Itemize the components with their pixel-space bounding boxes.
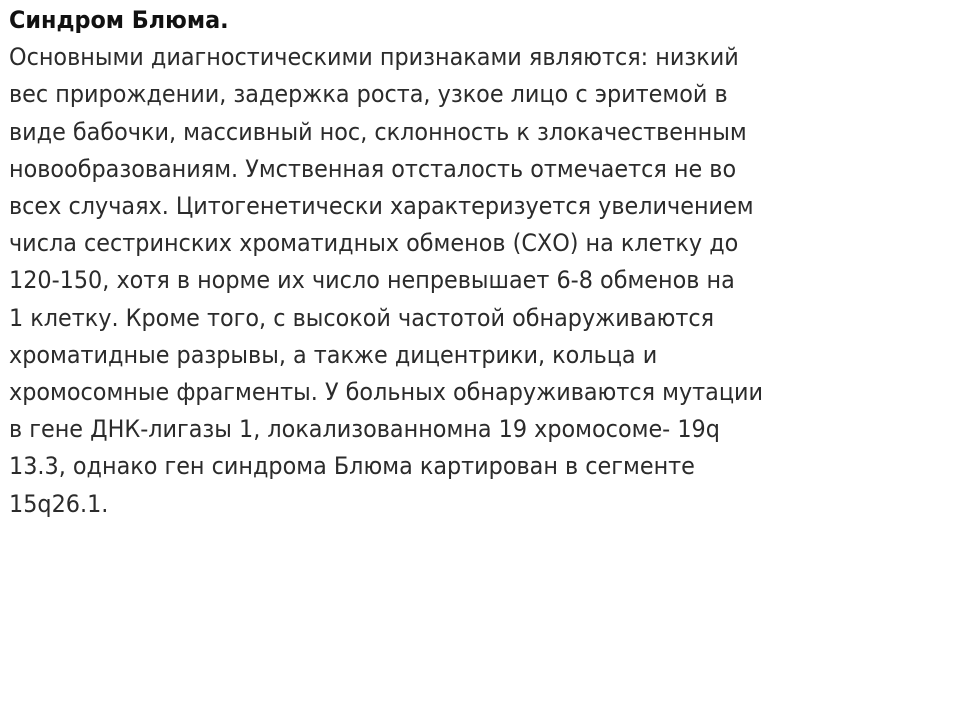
body-line: хромосомные фрагменты. У больных обнаруживаются мутации	[9, 378, 764, 407]
body-line: 1 клетку. Кроме того, с высокой частотой обнаруживаются	[9, 303, 715, 332]
body-line: виде бабочки, массивный нос, склонность к злокачественным	[9, 117, 747, 146]
body-line: Основными диагностическими признаками являются: низкий	[9, 43, 739, 72]
body-line: 120-150, хотя в норме их число непревышает 6-8 обменов на	[9, 266, 735, 295]
body-line: новообразованиям. Умственная отсталость отмечается не во	[9, 154, 737, 183]
body-line: всех случаях. Цитогенетически характеризуется увеличением	[9, 192, 754, 221]
text-block	[9, 2, 955, 523]
body-line: числа сестринских хроматидных обменов (СХО) на клетку до	[9, 229, 739, 258]
body-line: вес прирождении, задержка роста, узкое лицо с эритемой в	[9, 80, 728, 109]
body-line: 15q26.1.	[9, 489, 109, 518]
body-line: 13.3, однако ген синдрома Блюма картирован в сегменте	[9, 452, 695, 481]
body-line: в гене ДНК-лигазы 1, локализованномна 19 хромосоме- 19q	[9, 415, 720, 444]
slide-title: Синдром Блюма.	[9, 6, 229, 34]
body-line: хроматидные разрывы, а также дицентрики, кольца и	[9, 340, 658, 369]
